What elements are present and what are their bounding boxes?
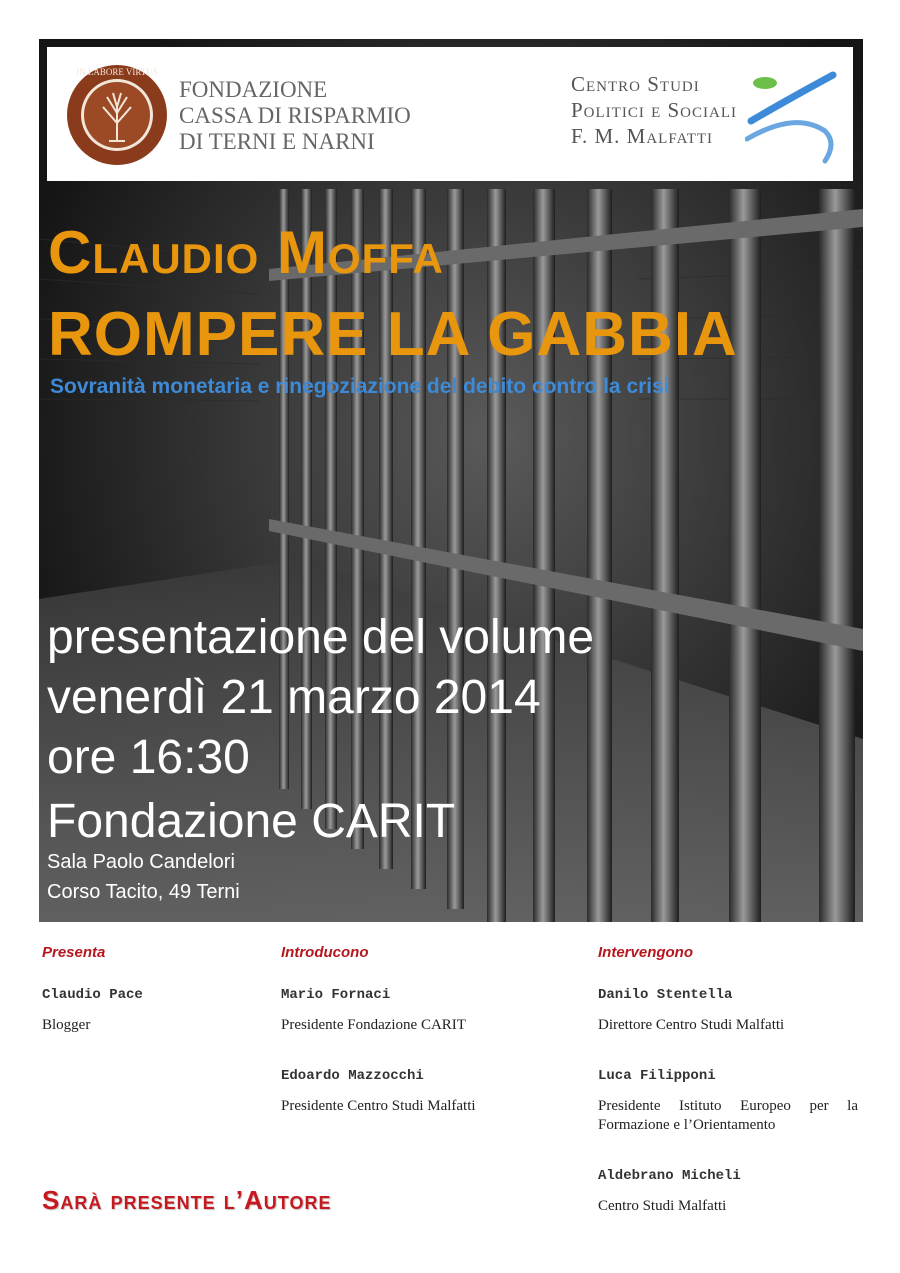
introducono-heading: Introducono (281, 944, 369, 961)
centro-line3: F. M. Malfatti (571, 124, 714, 148)
speaker-name: Danilo Stentella (598, 987, 733, 1003)
speaker-name: Aldebrano Micheli (598, 1168, 741, 1184)
speaker-name: Edoardo Mazzocchi (281, 1068, 424, 1084)
author-name: Claudio Moffa (48, 219, 444, 286)
book-subtitle: Sovranità monetaria e rinegoziazione del debito contro la crisi (50, 375, 670, 398)
event-date: venerdì 21 marzo 2014 (47, 671, 541, 724)
presenta-heading: Presenta (42, 944, 106, 961)
fondazione-line1: FONDAZIONE (179, 77, 328, 102)
centro-line2: Politici e Sociali (571, 98, 737, 122)
seal-lettering: IN LABORE VIRTUS (76, 67, 158, 77)
centro-line1: Centro Studi (571, 72, 700, 96)
speaker-role: Centro Studi Malfatti (598, 1198, 727, 1214)
event-venue: Fondazione CARIT (47, 795, 456, 848)
speaker-name: Claudio Pace (42, 987, 143, 1003)
intervengono-heading: Intervengono (598, 944, 694, 961)
speaker-role: Direttore Centro Studi Malfatti (598, 1017, 785, 1033)
fondazione-line2: CASSA DI RISPARMIO (179, 103, 411, 128)
event-presentation: presentazione del volume (47, 611, 595, 664)
event-address: Corso Tacito, 49 Terni (47, 881, 240, 903)
speaker (281, 986, 571, 1035)
column-introducono (281, 944, 571, 1148)
speaker-role: Presidente Istituto Europeo per la Formazione e l’Orientamento (598, 1098, 858, 1133)
speaker (598, 1167, 858, 1216)
author-present-note: Sarà presente l’Autore (42, 1185, 332, 1215)
speaker-name: Mario Fornaci (281, 987, 391, 1003)
centro-studi-name (571, 71, 737, 149)
fondazione-line3: DI TERNI E NARNI (179, 129, 375, 154)
logo-band (47, 47, 853, 181)
centro-studi-logo (745, 71, 839, 165)
column-presenta (42, 944, 242, 1067)
speaker (42, 986, 242, 1035)
speaker-name: Luca Filipponi (598, 1068, 716, 1084)
speaker (598, 986, 858, 1035)
poster-image-area (39, 39, 863, 922)
speaker (281, 1067, 571, 1116)
speaker (598, 1067, 858, 1135)
speaker-role: Presidente Centro Studi Malfatti (281, 1098, 476, 1114)
column-intervengono (598, 944, 858, 1248)
book-title: ROMPERE LA GABBIA (48, 300, 738, 369)
event-time: ore 16:30 (47, 731, 250, 784)
event-room: Sala Paolo Candelori (47, 851, 235, 873)
fondazione-name (179, 77, 411, 155)
speaker-role: Blogger (42, 1017, 91, 1033)
fondazione-seal-logo (65, 63, 169, 167)
speaker-role: Presidente Fondazione CARIT (281, 1017, 466, 1033)
